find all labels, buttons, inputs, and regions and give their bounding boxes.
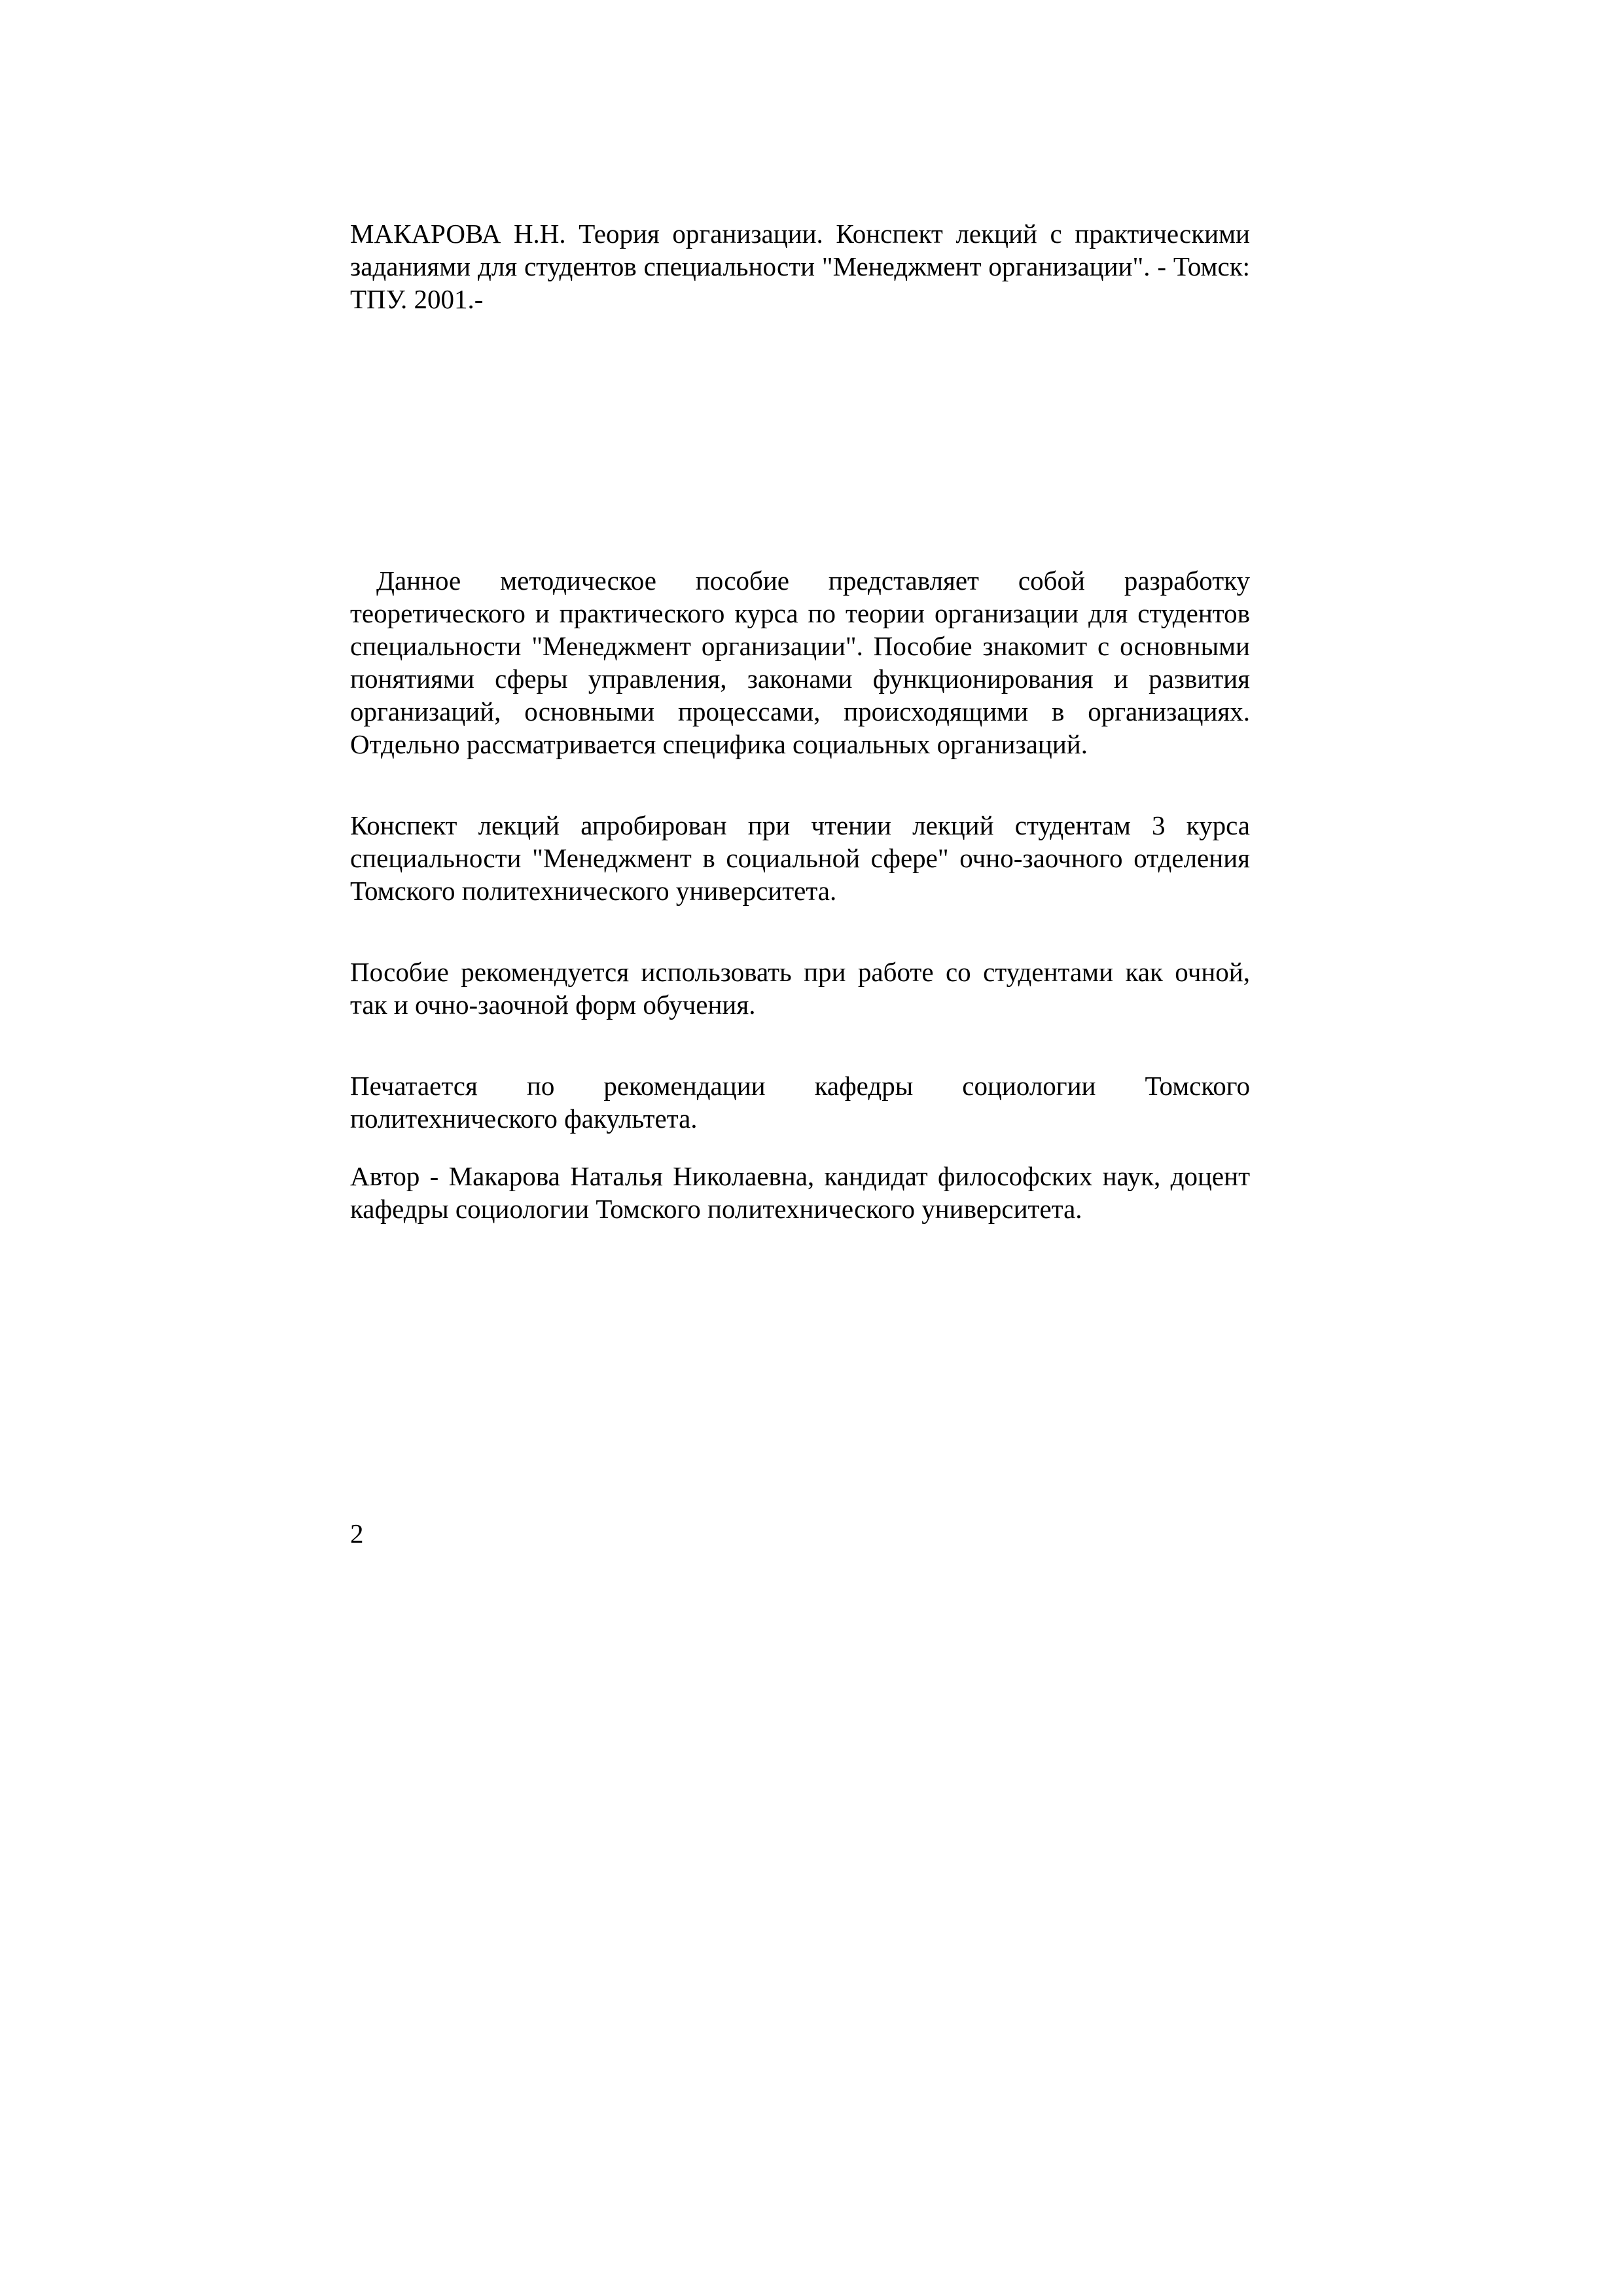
bibliographic-citation: МАКАРОВА Н.Н. Теория организации. Конспект лекций с практическими заданиями для студентов специальности "Менеджмент организации". - Томск: ТПУ. 2001.- — [350, 219, 1250, 314]
abstract-description: Данное методическое пособие представляет собой разработку теоретического и практического курса по теории организации для студентов специальности "Менеджмент организации". Пособие знакомит с основными понятиями сферы управления, законами функционирования и развития организаций, основными процессами, происходящими в организациях. Отдельно рассматривается специфика социальных организаций. — [350, 565, 1250, 759]
author-info: Автор - Макарова Наталья Николаевна, кандидат философских наук, доцент кафедры социологии Томского политехнического университета. — [350, 1161, 1250, 1224]
page-number: 2 — [350, 1518, 364, 1549]
abstract-section — [350, 564, 1250, 1183]
abstract-publication-note: Печатается по рекомендации кафедры социологии Томского политехнического факультета. — [350, 1071, 1250, 1134]
abstract-approbation: Конспект лекций апробирован при чтении лекций студентам 3 курса специальности "Менеджмент в социальной сфере" очно-заочного отделения Томского политехнического университета. — [350, 810, 1250, 906]
abstract-recommendation: Пособие рекомендуется использовать при работе со студентами как очной, так и очно-заочной форм обучения. — [350, 957, 1250, 1020]
